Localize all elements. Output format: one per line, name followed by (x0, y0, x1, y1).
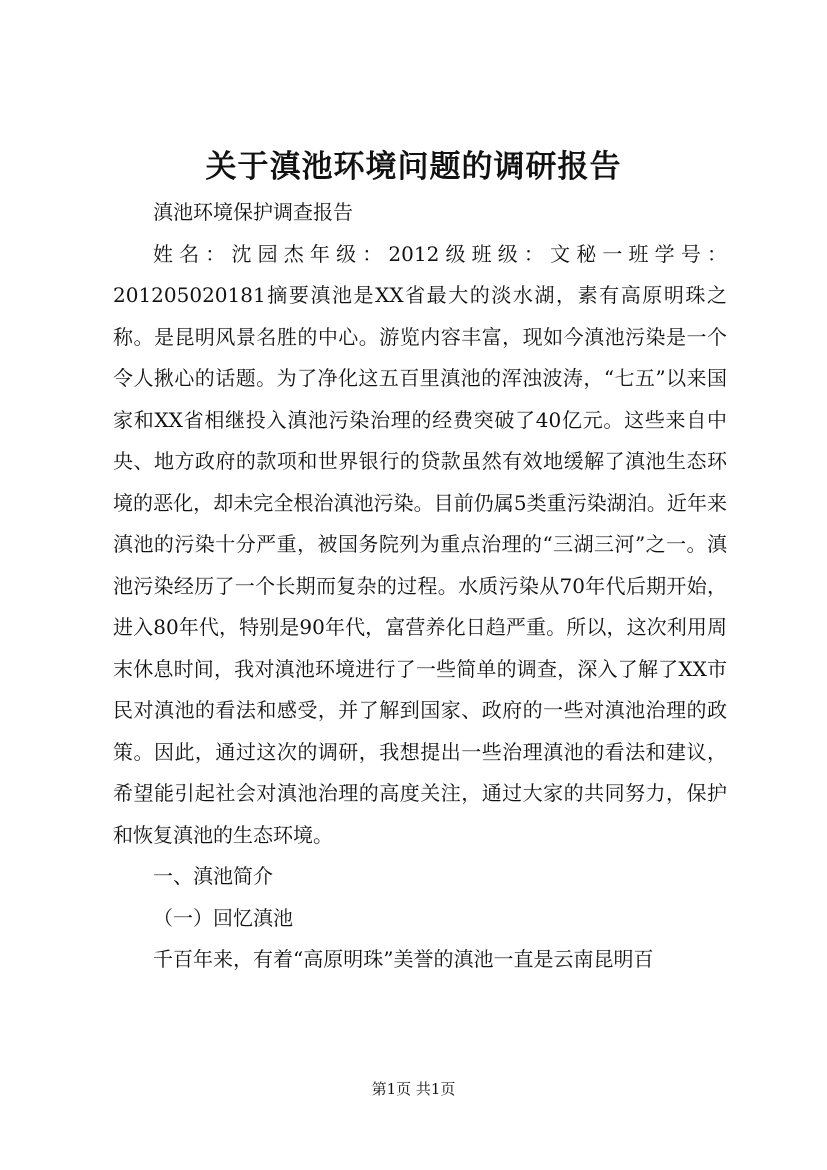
section-heading-1: 一、滇池简介 (153, 864, 273, 888)
paragraph-subtitle: 滇池环境保护调查报告 (153, 200, 353, 224)
paragraph-abstract: 201205020181摘要滇池是XX省最大的淡水湖，素有高原明珠之称。是昆明风景名胜的中心。游览内容丰富，现如今滇池污染是一个令人揪心的话题。为了净化这五百里滇池的浑浊波涛，“七五”以来国家和XX省相继投入滇池污染治理的经费突破了40亿元。这些来自中央、地方政府的款项和世界银行的贷款虽然有效地缓解了滇池生态环境的恶化，却未完全根治滇池污染。目前仍属5类重污染湖泊。近年来滇池的污染十分严重，被国务院列为重点治理的“三湖三河”之一。滇池污染经历了一个长期而复杂的过程。水质污染从70年代后期开始，进入80年代，特别是90年代，富营养化日趋严重。所以，这次利用周末休息时间，我对滇池环境进行了一些简单的调查，深入了解了XX市民对滇池的看法和感受，并了解到国家、政府的一些对滇池治理的政策。因此，通过这次的调研，我想提出一些治理滇池的看法和建议，希望能引起社会对滇池治理的高度关注，通过大家的共同努力，保护和恢复滇池的生态环境。 (113, 283, 727, 847)
page-footer: 第1页 共1页 (371, 1080, 456, 1098)
paragraph-body-start: 千百年来，有着“高原明珠”美誉的滇池一直是云南昆明百 (153, 947, 654, 971)
subsection-heading-1: （一）回忆滇池 (153, 905, 293, 930)
document-body (113, 192, 727, 981)
document-title: 关于滇池环境问题的调研报告 (205, 149, 622, 185)
paragraph-author-info: 姓名：沈园杰年级：2012级班级：文秘一班学号： (153, 241, 727, 266)
